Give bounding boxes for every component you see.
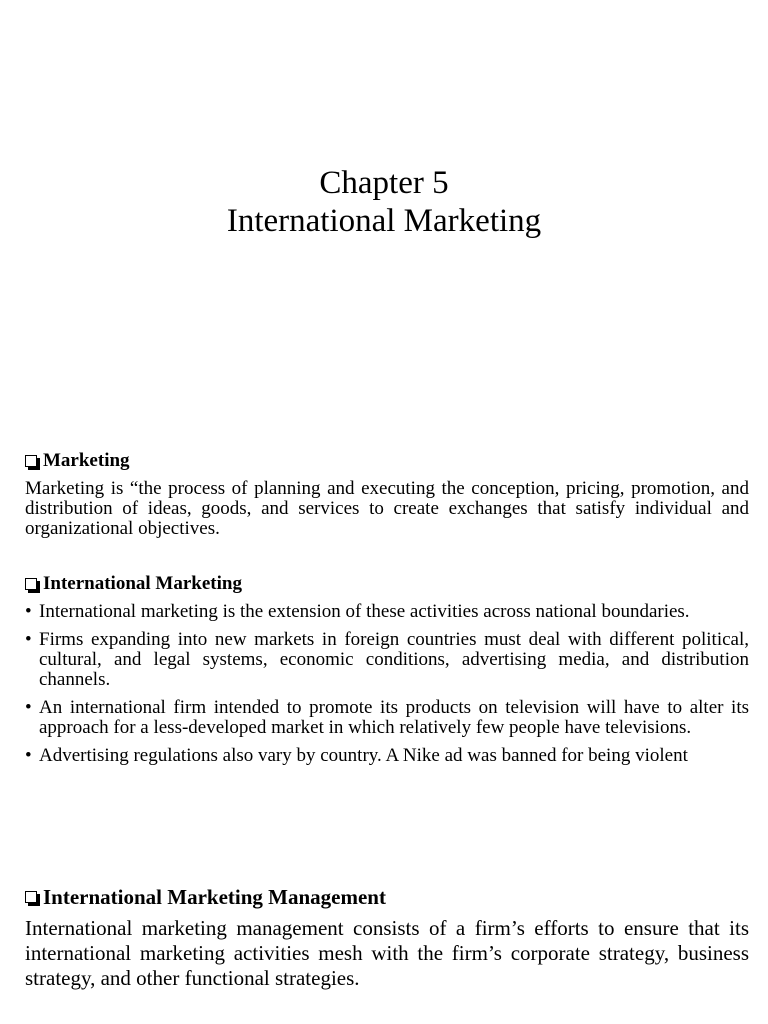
section-heading-text: International Marketing Management xyxy=(43,885,386,909)
section-heading-text: International Marketing xyxy=(43,573,242,594)
list-item: • Advertising regulations also vary by country. A Nike ad was banned for being violent xyxy=(25,746,749,766)
list-item: • International marketing is the extension of these activities across national boundaries. xyxy=(25,602,749,622)
section-heading xyxy=(25,450,749,472)
section-heading xyxy=(25,884,749,910)
page-title xyxy=(0,164,768,240)
checkbox-icon xyxy=(25,891,37,903)
list-item: • An international firm intended to promote its products on television will have to alter its approach for a less-developed market in which relatively few people have televisions. xyxy=(25,698,749,738)
bullet-list xyxy=(25,602,749,766)
list-item: • Firms expanding into new markets in foreign countries must deal with different political, cultural, and legal systems, economic conditions, advertising media, and distribution channels. xyxy=(25,630,749,690)
section-body: Marketing is “the process of planning and executing the conception, pricing, promotion, and distribution of ideas, goods, and services to create exchanges that satisfy individual and organizational objectives. xyxy=(25,478,749,539)
section-international-marketing xyxy=(25,573,749,774)
section-body: International marketing management consists of a firm’s efforts to ensure that its international marketing activities mesh with the firm’s corporate strategy, business strategy, and other functional strategies. xyxy=(25,916,749,990)
section-marketing xyxy=(25,450,749,539)
chapter-number: Chapter 5 xyxy=(319,165,449,201)
checkbox-icon xyxy=(25,455,37,467)
section-heading-text: Marketing xyxy=(43,450,130,471)
section-heading xyxy=(25,573,749,595)
chapter-title: International Marketing xyxy=(226,203,542,239)
section-marketing-management xyxy=(25,884,749,991)
checkbox-icon xyxy=(25,578,37,590)
